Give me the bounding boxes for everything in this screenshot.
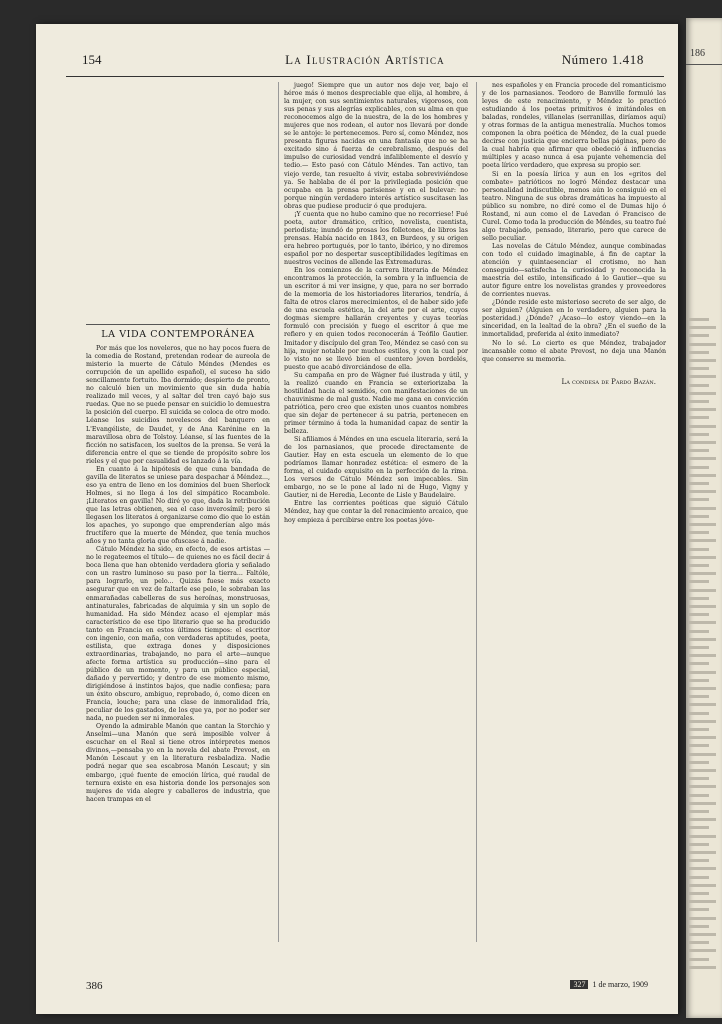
adjacent-text-line xyxy=(689,580,709,583)
adjacent-text-line xyxy=(689,769,716,772)
adjacent-text-line xyxy=(689,695,709,698)
adjacent-text-line xyxy=(689,556,716,559)
adjacent-text-line xyxy=(689,785,716,788)
adjacent-text-line xyxy=(689,548,709,551)
adjacent-text-line xyxy=(689,589,716,592)
header-page-number: 154 xyxy=(82,52,102,67)
section-rule xyxy=(86,324,270,325)
adjacent-text-line xyxy=(689,736,716,739)
adjacent-text-line xyxy=(689,531,709,534)
publication-title: La Ilustración Artística xyxy=(285,52,445,67)
adjacent-text-line xyxy=(689,507,716,510)
adjacent-text-line xyxy=(689,835,716,838)
adjacent-text-line xyxy=(689,515,709,518)
section-title: LA VIDA CONTEMPORÁNEA xyxy=(101,329,255,340)
adjacent-text-line xyxy=(689,884,716,887)
adjacent-text-line xyxy=(689,572,716,575)
paragraph: nes españoles y en Francia procede del romanticismo y de los parnasianos. Teodoro de Banville formuló las leyes de este renacimiento, y Méndez lo practicó estudiando á los poetas primitivos é imitándoles en baladas, rondeles, villanelas (serranillas, diríamos aquí) y otras formas de la antigua menestralía. Muchos tomos componen la obra poética de Méndez, de la cual puede decirse con justicia que encierra bellas páginas, pero de la cual habría que afirmar que obedeció á influencias múltiples y acaso nunca á esa pujante vehemencia del poeta lírico verdadero, que expresa su propio ser. xyxy=(482,82,666,170)
paragraph: ¡Y cuenta que no hubo camino que no recorriese! Fué poeta, autor dramático, crítico, novelista, cuentista, periodista; inundó de prosas los folletones, de libros las prensas. Había nacido en 1843, en Burdeos, y su origen era hebreo portugués, por lo tanto, ibérico, y no diremos español por no despertar susceptibilidades legítimas en nuestros vecinos de allende las Extremaduras. xyxy=(284,210,468,267)
adjacent-text-line xyxy=(689,482,709,485)
adjacent-text-line xyxy=(689,761,709,764)
adjacent-page-number: 186 xyxy=(690,48,705,59)
paragraph: Oyendo la admirable Manón que cantan la Storchio y Anselmi—una Manón que será imposible volver á escuchar en el Real si tiene otros intérpretes menos divinos,—pensaba yo en la novela del abate Prevost, en Manón Lescaut y en la literatura resbaladiza. Nadie podrá negar que sea escabrosa Manón Lescaut; y sin embargo, ¡qué fuente de emoción lírica, qué raudal de ternura existe en esa historia donde los personajes son mujeres de vida alegre y caballeros de industria, que hacen trampas en el xyxy=(86,723,270,803)
paragraph: No lo sé. Lo cierto es que Méndez, trabajador incansable como el abate Prevost, no deja una Manón que conserve su memoria. xyxy=(482,339,666,363)
adjacent-text-line xyxy=(689,753,716,756)
adjacent-text-line xyxy=(689,416,709,419)
author-signature: La condesa de Pardo Bazán. xyxy=(561,377,656,386)
adjacent-text-line xyxy=(689,720,716,723)
adjacent-text-line xyxy=(689,958,709,961)
adjacent-text-line xyxy=(689,728,709,731)
adjacent-text-line xyxy=(689,441,716,444)
paragraph: Por más que los noveleros, que no hay pocos fuera de la comedia de Rostand, pretendan rodear de aureola de misterio la muerte de Cátulo Méndes (Mendes es corrupción de un apellido español), el suceso ha sido sencillamente fortuito. Iba dormido; despierto de pronto, no calculó bien un movimiento que sin duda había realizado mil veces, y al saltar del tren cayó bajo sus ruedas. Que no se puede pensar en suicidio lo demuestra la posición del cuerpo. El suicida se coloca de otro modo. Léanse los suicidios novelescos del banquero en L'Evangéliste, de Daudet, y de Ana Karénine en la maravillosa obra de Tolstoy. Léanse, sí las fuentes de la ficción no satisfacen, los sueltos de la prensa. Se verá la diferencia entre el que se tiende de propósito sobre los rieles y el que por casualidad es lanzado á la vía. xyxy=(86,345,270,465)
issue-number: Número 1.418 xyxy=(561,52,644,67)
adjacent-text-line xyxy=(689,474,716,477)
newspaper-page xyxy=(36,24,678,1014)
adjacent-text-line xyxy=(689,933,716,936)
adjacent-text-line xyxy=(689,777,709,780)
adjacent-text-line xyxy=(689,539,716,542)
adjacent-text-line xyxy=(689,449,709,452)
adjacent-text-line xyxy=(689,679,709,682)
adjacent-text-line xyxy=(689,367,709,370)
adjacent-text-line xyxy=(689,384,709,387)
adjacent-text-line xyxy=(689,490,716,493)
adjacent-text-line xyxy=(689,826,709,829)
page-header xyxy=(66,52,664,74)
paragraph: En los comienzos de la carrera literaria de Méndez encontramos la protección, la sombra y la influencia de un escritor á mi ver insigne, y que, para no ser borrado de la memoria de los historiadores literarios, tendría, á falta de otros claros merecimientos, el de haber sido jefe de una escuela estética, la del arte por el arte, cuyos dogmas siempre hallarán creyentes y cuyas teorías formuló con precisión y fuego el escritor á que me refiero y en quien todos reconocerán á Teófilo Gautier. Imitador y discípulo del gran Teo, Méndez se casó con su hija, mujer notable por muchos estilos, y con la cual por lo visto no se llevó bien el cuentero joven bordelés, puesto que acabó divorciándose de ella. xyxy=(284,267,468,371)
adjacent-text-line xyxy=(689,654,716,657)
adjacent-text-line xyxy=(689,859,709,862)
adjacent-text-line xyxy=(689,343,716,346)
adjacent-text-line xyxy=(689,613,709,616)
adjacent-text-line xyxy=(689,392,716,395)
footer-page-number: 386 xyxy=(86,980,103,992)
adjacent-text-line xyxy=(689,925,709,928)
adjacent-text-line xyxy=(689,843,709,846)
adjacent-page-edge xyxy=(686,18,722,1018)
adjacent-text-line xyxy=(689,941,709,944)
adjacent-text-line xyxy=(689,326,716,329)
adjacent-text-line xyxy=(689,671,716,674)
column-middle xyxy=(284,82,468,525)
adjacent-text-line xyxy=(689,318,709,321)
adjacent-text-line xyxy=(689,949,716,952)
paragraph: juego! Siempre que un autor nos deje ver, bajo el héroe más ó menos despreciable que elija, al hombre, á la mujer, con sus sentimientos naturales, vigorosos, con sus penas y sus alegrías explicables, con su alma en que reconocemos algo de la nuestra, de la de los hombres y mujeres que nos rodean, el autor nos llevará por donde se le antoje: le pertenecemos. Pero sí, como Méndez, nos presenta figuras nacidas en una fantasía que no se ha excitado sino á fuerza de cerebralismo, después del impulso de curiosidad vendrá infaliblemente el desvío y tedio.— Esto pasó con Cátulo Méndes. Tan activo, tan viejo verde, tan resuelto á vivir, estaba sobreviviéndose ya. Se hablaba de él por la privilegiada posición que ocupaba en la prensa parisiense y en el bulevar: no porque ningún verdadero interés artístico suscitasen las obras que pudiese producir ó que produjera. xyxy=(284,82,468,210)
adjacent-text-line xyxy=(689,359,716,362)
paragraph: Su campaña en pro de Wágner fué ilustrada y útil, y la realizó cuando en Francia se exteriorizaba la hostilidad hacia el semidiós, con manifestaciones de un chauvinisme de mal gusto. Nadie me gana en convicción patriótica, pero creo que existen unos cuantos nombres que sin dejar de pertenecer á su patria, pertenecen en primer término á toda la humanidad capaz de sentir la belleza. xyxy=(284,371,468,436)
adjacent-text-line xyxy=(689,457,716,460)
adjacent-text-line xyxy=(689,597,709,600)
adjacent-text-line xyxy=(689,900,716,903)
adjacent-text-line xyxy=(689,712,709,715)
adjacent-text-line xyxy=(689,687,716,690)
adjacent-text-line xyxy=(689,851,716,854)
paragraph: Las novelas de Cátulo Méndez, aunque combinadas con todo el cuidado imaginable, á fin de captar la atención y quintaesenciar el crotismo, no han conseguido—satisfecha la curiosidad y reconocida la maestría del estilo, intensificado á lo Gautier—que su autor figure entre los novelistas grandes y proveedores de corrientes nuevas. xyxy=(482,242,666,299)
paragraph: Entre las corrientes poéticas que siguió Cátulo Méndez, hay que contar la del renacimiento arcaico, que hoy empieza á percibirse entre los poetas jóve- xyxy=(284,500,468,524)
footer-date: 1 de marzo, 1909 xyxy=(592,980,648,989)
page-footer xyxy=(86,980,648,992)
paragraph: Si en la poesía lírica y aun en los «gritos del combate» patrióticos no logró Méndez destacar una personalidad indiscutible, menos aún lo consiguió en el teatro. Ninguna de sus obras dramáticas ha impuesto al público su nombre, no diré como el de Dumas hijo ó Rostand, ni aun como el de Lavedan ó Francisco de Curel. Como toda la producción de Méndes, su teatro fué algo trabajado, pensado, literario, pero que carece de sello peculiar. xyxy=(482,170,666,242)
adjacent-text-line xyxy=(689,810,709,813)
adjacent-text-line xyxy=(689,867,716,870)
adjacent-text-line xyxy=(689,425,716,428)
paragraph: Si afiliamos á Méndes en una escuela literaria, será la de los parnasianos, que procede directamente de Gautier. Hay en esta escuela un elemento de lo que podríamos llamar honradez estética: el esmero de la forma, el cuidado exquisito en la perfección de la rima. Los versos de Cátulo Méndez son impecables. Sin embargo, no se le pone al lado ni de Hugo, Vigny y Gautier, ni de Heredia, Leconte de Lisle y Baudelaire. xyxy=(284,436,468,500)
adjacent-text-line xyxy=(689,605,716,608)
adjacent-text-line xyxy=(689,638,716,641)
column-right xyxy=(482,82,666,386)
column-divider xyxy=(278,82,279,942)
adjacent-text-line xyxy=(689,498,709,501)
column-divider xyxy=(476,82,477,942)
adjacent-text-line xyxy=(689,917,716,920)
adjacent-text-line xyxy=(689,400,709,403)
header-rule xyxy=(66,76,664,77)
adjacent-text-line xyxy=(689,564,709,567)
adjacent-text-line xyxy=(689,876,709,879)
adjacent-text-line xyxy=(689,818,716,821)
adjacent-text-line xyxy=(689,908,709,911)
adjacent-text-line xyxy=(689,466,709,469)
adjacent-text-line xyxy=(689,523,716,526)
adjacent-text-line xyxy=(689,794,709,797)
paragraph: ¿Dónde reside este misterioso secreto de ser algo, de ser alguien? (Alguien en lo verdadero, alguien para la posteridad.) ¿Dónde? ¿Acaso—lo estoy viendo—en la sinceridad, en la lealtad de la obra? ¿En el sueño de la inmortalidad, preferida al éxito inmediato? xyxy=(482,299,666,339)
footer-badge: 327 xyxy=(570,980,588,989)
adjacent-header-rule xyxy=(686,64,722,65)
column-left xyxy=(86,324,270,804)
paragraph: En cuanto á la hipótesis de que cuna bandada de gavilla de literatos se uniese para despachar á Méndez..., eso ya entra de lleno en los dominios del buen Sherlock Holmes, si no llega á los del simpático Rocambole. ¡Literatos en gavilla! No diré yo que, dada la retribución que las letras obtienen, sea el caso inverosímil; pero si llegasen los literatos á organizarse como dio que lo están los apaches, yo supongo que emprenderían algo más fructífero que la muerte de Méndez, que tenía muchos años y no tanta gloria que ofuscase á nadie. xyxy=(86,465,271,546)
adjacent-text-line xyxy=(689,662,709,665)
adjacent-text-line xyxy=(689,630,709,633)
adjacent-text-line xyxy=(689,375,716,378)
adjacent-text-line xyxy=(689,646,709,649)
adjacent-text-line xyxy=(689,351,709,354)
adjacent-text-line xyxy=(689,744,709,747)
adjacent-text-line xyxy=(689,703,716,706)
adjacent-text-line xyxy=(689,408,716,411)
adjacent-text-line xyxy=(689,802,716,805)
footer-date-block xyxy=(570,980,648,989)
adjacent-text-line xyxy=(689,966,716,969)
adjacent-text-line xyxy=(689,334,709,337)
adjacent-text-line xyxy=(689,621,716,624)
paragraph: Cátulo Méndez ha sido, en efecto, de esos artistas —no le regateemos el título— de quienes no es fácil decir á boca llena que han obtenido verdadera gloria y señalado con un rastro luminoso su paso por la tierra... Faltóle, para lograrlo, un pelo... Quizás fuese más exacto asegurar que en vez de faltarle ese pelo, le sobraban las enmarañadas cabelleras de sus heroínas, monstruosas, antinaturales, fabricadas de alquimia y sin un soplo de humanidad. Ha sido Méndez acaso el ejemplar más característico de ese tipo literario que se ha producido tanto en Francia en estos últimos tiempos: el escritor con ingenio, con maña, con verdaderas aptitudes, poeta, estilista, que extraga dones y disposiciones extraordinarias, trabajando, no para el arte—aunque afecte forma artística su producción—sino para el público de un momento, y para un público especial, dañado y pervertido; y dentro de ese momento mismo, dirigiéndose á instintos bajos, que nadie confiesa; para un éxito obscuro, ambiguo, reprobado, ó, como dicen en Francia, louche; para una clase de inmoralidad fría, peculiar de los gastados, de los que ya, por no poder ser nada, no pueden ser ni inmorales. xyxy=(86,546,270,723)
adjacent-text-line xyxy=(689,892,709,895)
adjacent-text-line xyxy=(689,433,709,436)
